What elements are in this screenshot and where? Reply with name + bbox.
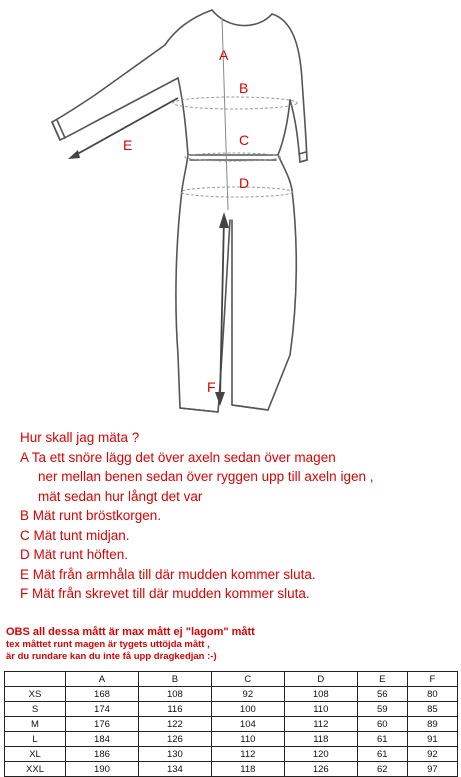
header-c: C: [211, 672, 284, 687]
table-cell: 118: [284, 732, 357, 747]
table-cell: 108: [138, 687, 211, 702]
right-arm-outline: [272, 14, 307, 162]
table-row: [5, 762, 458, 777]
table-cell: 112: [211, 747, 284, 762]
table-cell: 126: [138, 732, 211, 747]
table-cell: 91: [407, 732, 457, 747]
table-cell: 174: [66, 702, 139, 717]
size-cell: XXL: [5, 762, 66, 777]
table-cell: 110: [284, 702, 357, 717]
measurement-instructions: [20, 428, 460, 604]
table-cell: 56: [357, 687, 407, 702]
table-cell: 186: [66, 747, 139, 762]
table-cell: 89: [407, 717, 457, 732]
size-table: [4, 671, 458, 777]
right-leg: [232, 190, 296, 410]
table-cell: 92: [211, 687, 284, 702]
table-cell: 168: [66, 687, 139, 702]
table-header-row: [5, 672, 458, 687]
size-cell: XL: [5, 747, 66, 762]
header-a: A: [66, 672, 139, 687]
table-cell: 85: [407, 702, 457, 717]
table-cell: 112: [284, 717, 357, 732]
instruction-b: B Mät runt bröstkorgen.: [20, 508, 162, 523]
hip-guide: [181, 187, 293, 197]
header-size: [5, 672, 66, 687]
arm-arrowhead: [68, 150, 80, 159]
note-line-3: är du rundare kan du inte få upp dragkedjan :-): [6, 650, 217, 662]
left-torso: [178, 78, 188, 190]
table-cell: 104: [211, 717, 284, 732]
label-b: B: [239, 80, 249, 96]
size-cell: XS: [5, 687, 66, 702]
right-leg-cuff: [232, 405, 268, 410]
right-torso: [278, 100, 292, 190]
waistband: [188, 155, 278, 160]
instruction-a-line2: ner mellan benen sedan över ryggen upp till axeln igen ,: [38, 469, 374, 484]
instruction-a-line3: mät sedan hur långt det var: [38, 488, 203, 504]
label-f: F: [207, 379, 216, 395]
table-row: [5, 732, 458, 747]
table-cell: 134: [138, 762, 211, 777]
inseam-arrowhead: [219, 212, 229, 228]
table-row: [5, 747, 458, 762]
table-cell: 130: [138, 747, 211, 762]
inseam-arrowhead-bottom: [215, 392, 225, 406]
table-cell: 92: [407, 747, 457, 762]
table-cell: 62: [357, 762, 407, 777]
table-cell: 59: [357, 702, 407, 717]
table-cell: 61: [357, 747, 407, 762]
label-d: D: [239, 175, 250, 191]
table-cell: 60: [357, 717, 407, 732]
table-cell: 110: [211, 732, 284, 747]
chest-guide: [173, 97, 297, 109]
label-c: C: [239, 132, 250, 148]
label-e: E: [123, 137, 133, 153]
table-cell: 80: [407, 687, 457, 702]
table-cell: 118: [211, 762, 284, 777]
table-cell: 116: [138, 702, 211, 717]
table-row: [5, 702, 458, 717]
size-cell: S: [5, 702, 66, 717]
instructions-heading: Hur skall jag mäta ?: [20, 430, 140, 445]
size-note: [6, 625, 458, 662]
left-cuff: [52, 120, 65, 140]
instruction-a-line1: A Ta ett snöre lägg det över axeln sedan över magen: [20, 449, 336, 465]
header-d: D: [284, 672, 357, 687]
table-cell: 184: [66, 732, 139, 747]
instruction-f: F Mät från skrevet till där mudden kommer sluta.: [20, 586, 310, 601]
instruction-e: E Mät från armhåla till där mudden kommer sluta.: [20, 566, 316, 582]
size-cell: L: [5, 732, 66, 747]
label-a: A: [219, 47, 229, 63]
instruction-d: D Mät runt höften.: [20, 547, 129, 562]
header-f: F: [407, 672, 457, 687]
left-leg-cuff: [180, 408, 218, 412]
left-arm-outline: [52, 10, 212, 140]
header-b: B: [138, 672, 211, 687]
table-cell: 120: [284, 747, 357, 762]
neckline: [212, 10, 272, 26]
table-cell: 61: [357, 732, 407, 747]
table-cell: 122: [138, 717, 211, 732]
inseam-measure-line: [220, 218, 224, 400]
size-cell: M: [5, 717, 66, 732]
note-line-1: OBS all dessa mått är max mått ej "lagom" mått: [6, 626, 255, 638]
table-cell: 176: [66, 717, 139, 732]
table-cell: 108: [284, 687, 357, 702]
table-cell: 190: [66, 762, 139, 777]
header-e: E: [357, 672, 407, 687]
table-row: [5, 687, 458, 702]
table-cell: 126: [284, 762, 357, 777]
note-line-2: tex måttet runt magen är tygets uttöjda mått ,: [6, 639, 210, 650]
instruction-c: C Mät tunt midjan.: [20, 527, 130, 543]
table-cell: 97: [407, 762, 457, 777]
table-cell: 100: [211, 702, 284, 717]
table-row: [5, 717, 458, 732]
